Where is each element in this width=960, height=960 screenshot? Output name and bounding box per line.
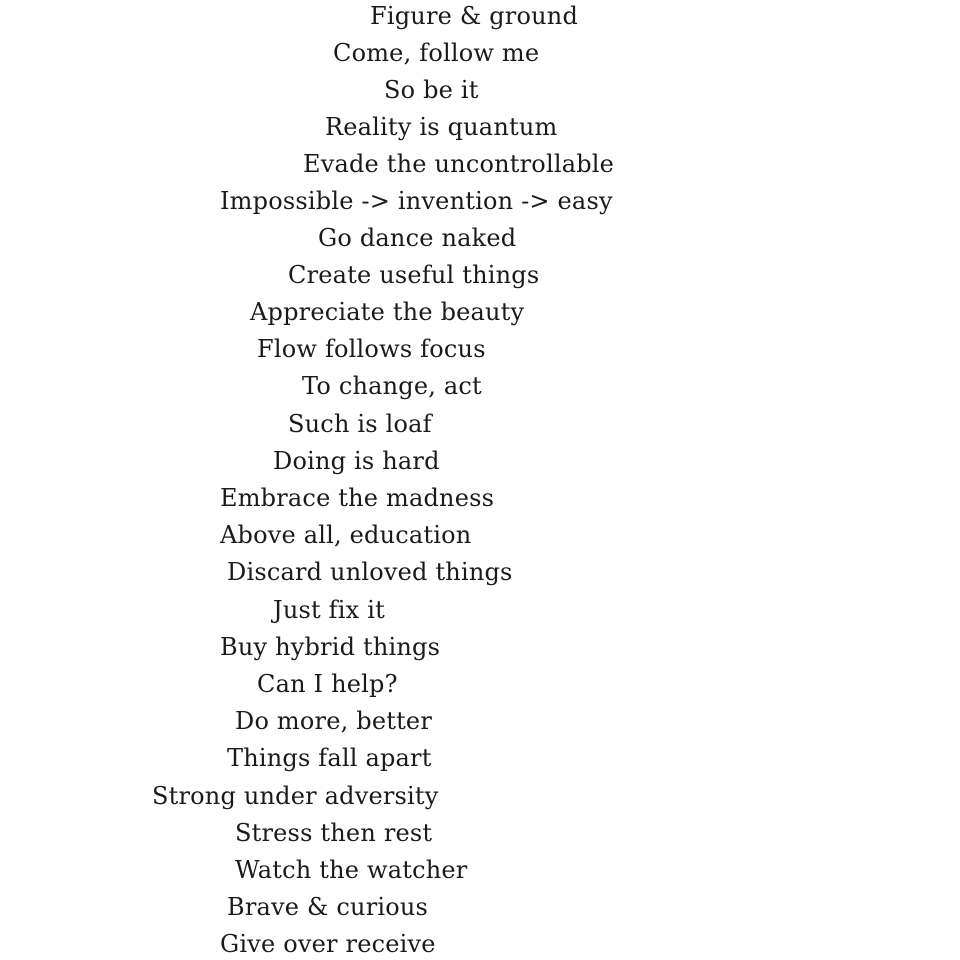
poem-line: Brave & curious: [227, 893, 429, 921]
poem-line: Do more, better: [235, 707, 432, 735]
poem-line: Evade the uncontrollable: [303, 150, 615, 178]
poem-line: Just fix it: [273, 596, 385, 624]
poem-line: Watch the watcher: [235, 856, 468, 884]
poem-line: Appreciate the beauty: [250, 298, 525, 326]
poem-line: Reality is quantum: [325, 113, 558, 141]
poem-line: Impossible -> invention -> easy: [220, 187, 613, 215]
poem-line: Flow follows focus: [257, 335, 486, 363]
poem-line: Can I help?: [257, 670, 398, 698]
poem-line: To change, act: [302, 372, 482, 400]
poem-line: Go dance naked: [318, 224, 517, 252]
poem-line: Above all, education: [220, 521, 472, 549]
poem-line: So be it: [384, 76, 479, 104]
poem-line: Embrace the madness: [220, 484, 495, 512]
poem-line: Strong under adversity: [152, 782, 439, 810]
poem-line: Come, follow me: [333, 39, 540, 67]
poem-line: Buy hybrid things: [220, 633, 441, 661]
poem-line: Discard unloved things: [227, 558, 513, 586]
poem-line: Doing is hard: [273, 447, 440, 475]
poem-line: Stress then rest: [235, 819, 433, 847]
poem-line: Give over receive: [220, 930, 436, 958]
poem-line: Create useful things: [288, 261, 540, 289]
poem-line: Figure & ground: [370, 2, 579, 30]
poem-line: Things fall apart: [227, 744, 432, 772]
poem-line: Such is loaf: [288, 410, 432, 438]
